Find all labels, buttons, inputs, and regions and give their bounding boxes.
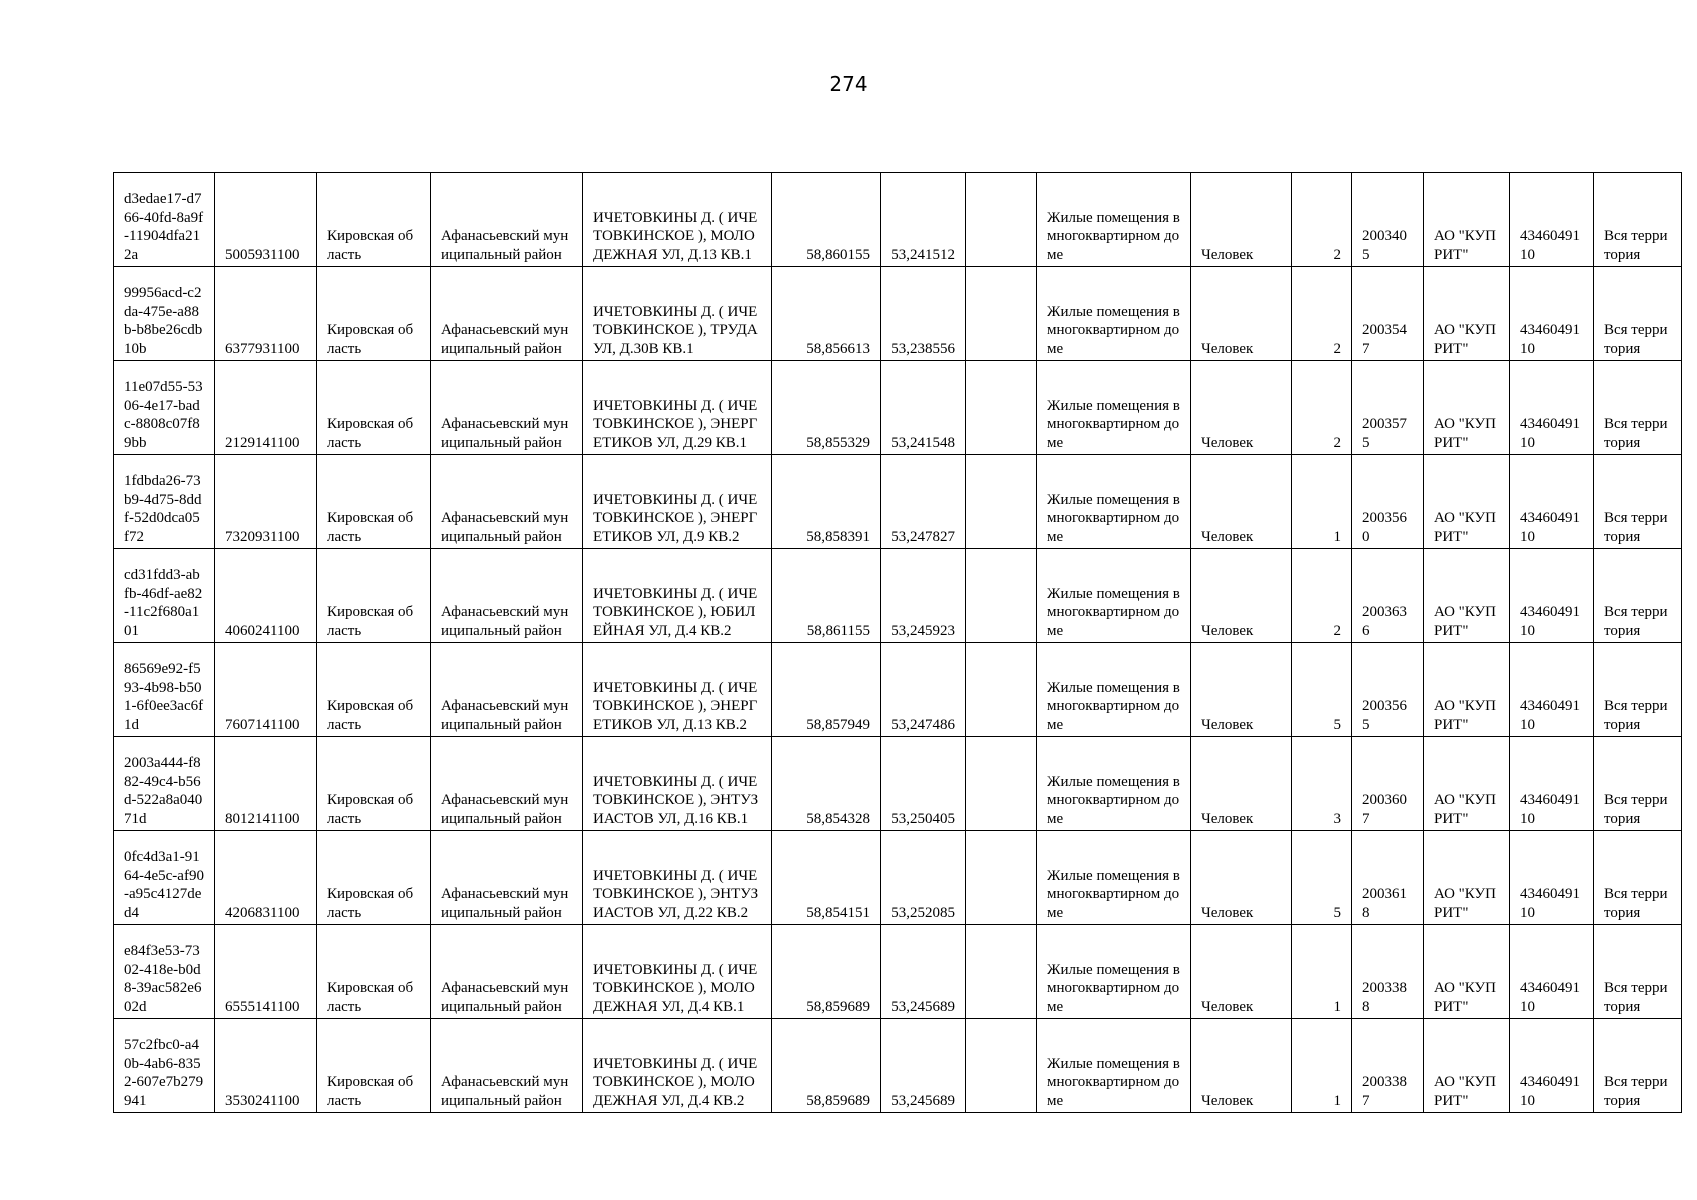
cell-region: Кировская область <box>317 925 431 1019</box>
cell-scope: Вся территория <box>1594 831 1682 925</box>
cell-address: ИЧЕТОВКИНЫ Д. ( ИЧЕТОВКИНСКОЕ ), ЭНЕРГЕТИКОВ УЛ, Д.9 КВ.2 <box>583 455 772 549</box>
cell-longitude: 53,247486 <box>881 643 966 737</box>
cell-code: 4206831100 <box>215 831 317 925</box>
table-row <box>114 173 1682 267</box>
cell-unit: Человек <box>1191 1019 1292 1113</box>
cell-latitude: 58,859689 <box>772 1019 881 1113</box>
page-number: 274 <box>829 72 868 96</box>
cell-organization: АО "КУПРИТ" <box>1424 925 1510 1019</box>
cell-premises-type: Жилые помещения в многоквартирном доме <box>1037 831 1191 925</box>
cell-premises-type: Жилые помещения в многоквартирном доме <box>1037 925 1191 1019</box>
cell-empty <box>966 737 1037 831</box>
cell-inn: 4346049110 <box>1510 737 1594 831</box>
cell-quantity: 5 <box>1292 831 1352 925</box>
cell-latitude: 58,860155 <box>772 173 881 267</box>
cell-district: Афанасьевский муниципальный район <box>431 549 583 643</box>
cell-quantity: 1 <box>1292 925 1352 1019</box>
cell-unit: Человек <box>1191 831 1292 925</box>
cell-unit: Человек <box>1191 267 1292 361</box>
cell-record-id: 2003636 <box>1352 549 1424 643</box>
cell-record-id: 2003547 <box>1352 267 1424 361</box>
cell-scope: Вся территория <box>1594 361 1682 455</box>
cell-unit: Человек <box>1191 737 1292 831</box>
cell-district: Афанасьевский муниципальный район <box>431 925 583 1019</box>
cell-empty <box>966 267 1037 361</box>
table-row <box>114 643 1682 737</box>
cell-latitude: 58,857949 <box>772 643 881 737</box>
cell-object-uuid: 99956acd-c2da-475e-a88b-b8be26cdb10b <box>114 267 215 361</box>
cell-unit: Человек <box>1191 361 1292 455</box>
cell-code: 7607141100 <box>215 643 317 737</box>
cell-empty <box>966 455 1037 549</box>
table-row <box>114 549 1682 643</box>
cell-address: ИЧЕТОВКИНЫ Д. ( ИЧЕТОВКИНСКОЕ ), ЭНТУЗИАСТОВ УЛ, Д.16 КВ.1 <box>583 737 772 831</box>
cell-address: ИЧЕТОВКИНЫ Д. ( ИЧЕТОВКИНСКОЕ ), МОЛОДЕЖНАЯ УЛ, Д.4 КВ.1 <box>583 925 772 1019</box>
cell-unit: Человек <box>1191 925 1292 1019</box>
cell-record-id: 2003565 <box>1352 643 1424 737</box>
cell-record-id: 2003387 <box>1352 1019 1424 1113</box>
cell-object-uuid: 1fdbda26-73b9-4d75-8ddf-52d0dca05f72 <box>114 455 215 549</box>
cell-quantity: 2 <box>1292 267 1352 361</box>
cell-empty <box>966 925 1037 1019</box>
cell-organization: АО "КУПРИТ" <box>1424 361 1510 455</box>
cell-inn: 4346049110 <box>1510 643 1594 737</box>
cell-quantity: 1 <box>1292 1019 1352 1113</box>
cell-organization: АО "КУПРИТ" <box>1424 173 1510 267</box>
cell-organization: АО "КУПРИТ" <box>1424 455 1510 549</box>
cell-object-uuid: cd31fdd3-abfb-46df-ae82-11c2f680a101 <box>114 549 215 643</box>
cell-object-uuid: 11e07d55-5306-4e17-badc-8808c07f89bb <box>114 361 215 455</box>
cell-latitude: 58,856613 <box>772 267 881 361</box>
cell-longitude: 53,245689 <box>881 1019 966 1113</box>
cell-empty <box>966 643 1037 737</box>
cell-unit: Человек <box>1191 643 1292 737</box>
cell-scope: Вся территория <box>1594 173 1682 267</box>
cell-address: ИЧЕТОВКИНЫ Д. ( ИЧЕТОВКИНСКОЕ ), ЭНЕРГЕТИКОВ УЛ, Д.13 КВ.2 <box>583 643 772 737</box>
cell-premises-type: Жилые помещения в многоквартирном доме <box>1037 1019 1191 1113</box>
cell-empty <box>966 549 1037 643</box>
cell-inn: 4346049110 <box>1510 455 1594 549</box>
cell-district: Афанасьевский муниципальный район <box>431 455 583 549</box>
cell-premises-type: Жилые помещения в многоквартирном доме <box>1037 643 1191 737</box>
cell-longitude: 53,241548 <box>881 361 966 455</box>
cell-premises-type: Жилые помещения в многоквартирном доме <box>1037 361 1191 455</box>
cell-region: Кировская область <box>317 455 431 549</box>
registry-body <box>114 173 1682 1113</box>
table-row <box>114 455 1682 549</box>
cell-quantity: 2 <box>1292 549 1352 643</box>
cell-district: Афанасьевский муниципальный район <box>431 831 583 925</box>
cell-record-id: 2003575 <box>1352 361 1424 455</box>
cell-inn: 4346049110 <box>1510 1019 1594 1113</box>
cell-inn: 4346049110 <box>1510 267 1594 361</box>
cell-scope: Вся территория <box>1594 455 1682 549</box>
cell-longitude: 53,250405 <box>881 737 966 831</box>
cell-code: 7320931100 <box>215 455 317 549</box>
registry-table <box>113 172 1682 1113</box>
cell-district: Афанасьевский муниципальный район <box>431 643 583 737</box>
cell-empty <box>966 1019 1037 1113</box>
cell-object-uuid: 86569e92-f593-4b98-b501-6f0ee3ac6f1d <box>114 643 215 737</box>
cell-address: ИЧЕТОВКИНЫ Д. ( ИЧЕТОВКИНСКОЕ ), ТРУДА УЛ, Д.30В КВ.1 <box>583 267 772 361</box>
cell-inn: 4346049110 <box>1510 831 1594 925</box>
cell-address: ИЧЕТОВКИНЫ Д. ( ИЧЕТОВКИНСКОЕ ), ЭНЕРГЕТИКОВ УЛ, Д.29 КВ.1 <box>583 361 772 455</box>
table-row <box>114 831 1682 925</box>
cell-district: Афанасьевский муниципальный район <box>431 173 583 267</box>
cell-organization: АО "КУПРИТ" <box>1424 831 1510 925</box>
cell-address: ИЧЕТОВКИНЫ Д. ( ИЧЕТОВКИНСКОЕ ), ЮБИЛЕЙНАЯ УЛ, Д.4 КВ.2 <box>583 549 772 643</box>
cell-region: Кировская область <box>317 1019 431 1113</box>
table-row <box>114 361 1682 455</box>
cell-object-uuid: 57c2fbc0-a40b-4ab6-8352-607e7b279941 <box>114 1019 215 1113</box>
table-row <box>114 925 1682 1019</box>
cell-longitude: 53,238556 <box>881 267 966 361</box>
cell-empty <box>966 173 1037 267</box>
table-row <box>114 737 1682 831</box>
cell-code: 6555141100 <box>215 925 317 1019</box>
cell-organization: АО "КУПРИТ" <box>1424 549 1510 643</box>
cell-longitude: 53,241512 <box>881 173 966 267</box>
cell-code: 4060241100 <box>215 549 317 643</box>
cell-object-uuid: 0fc4d3a1-9164-4e5c-af90-a95c4127ded4 <box>114 831 215 925</box>
cell-organization: АО "КУПРИТ" <box>1424 267 1510 361</box>
cell-record-id: 2003388 <box>1352 925 1424 1019</box>
cell-district: Афанасьевский муниципальный район <box>431 361 583 455</box>
cell-record-id: 2003618 <box>1352 831 1424 925</box>
cell-unit: Человек <box>1191 455 1292 549</box>
cell-code: 6377931100 <box>215 267 317 361</box>
cell-latitude: 58,859689 <box>772 925 881 1019</box>
cell-record-id: 2003405 <box>1352 173 1424 267</box>
cell-address: ИЧЕТОВКИНЫ Д. ( ИЧЕТОВКИНСКОЕ ), ЭНТУЗИАСТОВ УЛ, Д.22 КВ.2 <box>583 831 772 925</box>
cell-longitude: 53,245689 <box>881 925 966 1019</box>
cell-latitude: 58,854328 <box>772 737 881 831</box>
cell-scope: Вся территория <box>1594 1019 1682 1113</box>
cell-object-uuid: d3edae17-d766-40fd-8a9f-11904dfa212a <box>114 173 215 267</box>
cell-code: 8012141100 <box>215 737 317 831</box>
cell-longitude: 53,247827 <box>881 455 966 549</box>
cell-address: ИЧЕТОВКИНЫ Д. ( ИЧЕТОВКИНСКОЕ ), МОЛОДЕЖНАЯ УЛ, Д.13 КВ.1 <box>583 173 772 267</box>
cell-region: Кировская область <box>317 173 431 267</box>
cell-object-uuid: 2003a444-f882-49c4-b56d-522a8a04071d <box>114 737 215 831</box>
cell-region: Кировская область <box>317 549 431 643</box>
cell-quantity: 2 <box>1292 173 1352 267</box>
cell-region: Кировская область <box>317 267 431 361</box>
cell-code: 3530241100 <box>215 1019 317 1113</box>
cell-region: Кировская область <box>317 737 431 831</box>
cell-scope: Вся территория <box>1594 737 1682 831</box>
cell-unit: Человек <box>1191 549 1292 643</box>
table-row <box>114 1019 1682 1113</box>
cell-premises-type: Жилые помещения в многоквартирном доме <box>1037 455 1191 549</box>
cell-address: ИЧЕТОВКИНЫ Д. ( ИЧЕТОВКИНСКОЕ ), МОЛОДЕЖНАЯ УЛ, Д.4 КВ.2 <box>583 1019 772 1113</box>
cell-region: Кировская область <box>317 831 431 925</box>
cell-record-id: 2003560 <box>1352 455 1424 549</box>
cell-quantity: 1 <box>1292 455 1352 549</box>
cell-quantity: 2 <box>1292 361 1352 455</box>
cell-region: Кировская область <box>317 643 431 737</box>
cell-premises-type: Жилые помещения в многоквартирном доме <box>1037 737 1191 831</box>
cell-organization: АО "КУПРИТ" <box>1424 1019 1510 1113</box>
cell-district: Афанасьевский муниципальный район <box>431 1019 583 1113</box>
cell-district: Афанасьевский муниципальный район <box>431 267 583 361</box>
table-row <box>114 267 1682 361</box>
cell-inn: 4346049110 <box>1510 925 1594 1019</box>
cell-code: 2129141100 <box>215 361 317 455</box>
cell-inn: 4346049110 <box>1510 549 1594 643</box>
cell-scope: Вся территория <box>1594 925 1682 1019</box>
cell-organization: АО "КУПРИТ" <box>1424 737 1510 831</box>
cell-region: Кировская область <box>317 361 431 455</box>
cell-unit: Человек <box>1191 173 1292 267</box>
cell-scope: Вся территория <box>1594 549 1682 643</box>
cell-latitude: 58,855329 <box>772 361 881 455</box>
cell-district: Афанасьевский муниципальный район <box>431 737 583 831</box>
cell-quantity: 5 <box>1292 643 1352 737</box>
cell-longitude: 53,252085 <box>881 831 966 925</box>
cell-premises-type: Жилые помещения в многоквартирном доме <box>1037 549 1191 643</box>
cell-latitude: 58,858391 <box>772 455 881 549</box>
cell-empty <box>966 831 1037 925</box>
cell-premises-type: Жилые помещения в многоквартирном доме <box>1037 173 1191 267</box>
cell-longitude: 53,245923 <box>881 549 966 643</box>
cell-premises-type: Жилые помещения в многоквартирном доме <box>1037 267 1191 361</box>
cell-latitude: 58,861155 <box>772 549 881 643</box>
cell-scope: Вся территория <box>1594 643 1682 737</box>
cell-scope: Вся территория <box>1594 267 1682 361</box>
cell-inn: 4346049110 <box>1510 361 1594 455</box>
cell-empty <box>966 361 1037 455</box>
cell-record-id: 2003607 <box>1352 737 1424 831</box>
cell-code: 5005931100 <box>215 173 317 267</box>
cell-inn: 4346049110 <box>1510 173 1594 267</box>
cell-latitude: 58,854151 <box>772 831 881 925</box>
cell-quantity: 3 <box>1292 737 1352 831</box>
cell-object-uuid: e84f3e53-7302-418e-b0d8-39ac582e602d <box>114 925 215 1019</box>
cell-organization: АО "КУПРИТ" <box>1424 643 1510 737</box>
